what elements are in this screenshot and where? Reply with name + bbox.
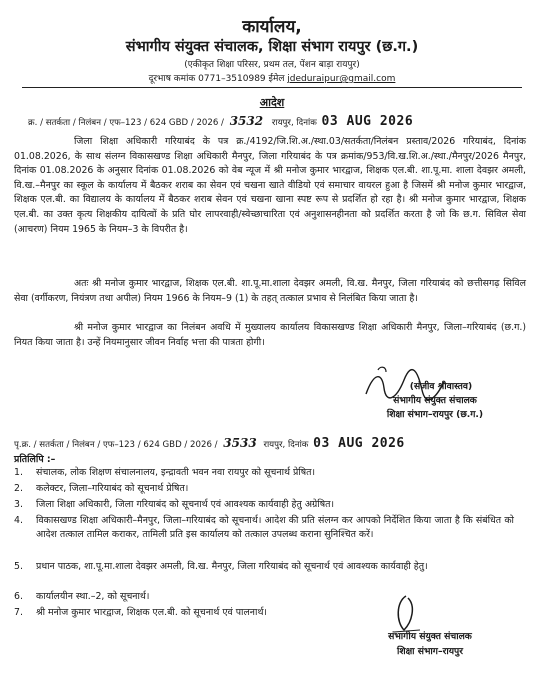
list-item: 7. श्री मनोज कुमार भारद्वाज, शिक्षक एल.बी. को सूचनार्थ एवं पालनार्थ। [14,607,267,618]
list-item: 5. प्रधान पाठक, शा.पू.मा.शाला देवझर अमली, वि.ख. मैनपुर, जिला गरियाबंद को सूचनार्थ एवं आवश्यक कार्यवाही हेतु। [14,561,428,572]
order-heading: आदेश [259,96,285,109]
endorsement-signatory-title: संभागीय संयुक्त संचालक [388,631,472,642]
order-paragraph-2: अतः श्री मनोज कुमार भारद्वाज, शिक्षक एल.बी. शा.पू.मा.शाला देवझर अमली, वि.ख. मैनपुर, जिला गरियाबंद को छत्तीसगढ़ सिविल सेवा (वर्गीकरण, नियंत्रण तथा अपील) नियम 1966 के नियम–9 (1) के तहत् तत्काल प्रभाव से निलंबित किया जाता है। [14,278,526,304]
list-item: 4. विकासखण्ड शिक्षा अधिकारी–मैनपुर, जिला–गरियाबंद को सूचनार्थ। आदेश की प्रति संलग्न कर आपको निर्देशित किया जाता है कि संबंधित को आदेश तत्काल तामिल कराकर, तामिली प्रति इस कार्यालय को तत्काल उपलब्ध कराना सुनिश्चित करें। [14,515,514,541]
list-item: 3. जिला शिक्षा अधिकारी, जिला गरियाबंद को सूचनार्थ एवं आवश्यक कार्यवाही हेतु अग्रेषित। [14,499,335,510]
order-paragraph-1: जिला शिक्षा अधिकारी गरियाबंद के पत्र क्र./4192/जि.शि.अ./स्था.03/सतर्कता/निलंबन प्रस्ताव/2026 गरियाबंद, दिनांक 01.08.2026, के साथ संलग्न विकासखण्ड शिक्षा अधिकारी मैनपुर, जिला गरियाबंद के पत्र क्रमांक/953/वि.ख.शि.अ./स्था./मैनपुर/2026 मैनपुर, दिनांक 01.08.2026 के अनुसार दिनांक 01.08.2026 को वेब न्यूज में श्री मनोज कुमार भारद्वाज, शिक्षक एल.बी. शा.पू.मा. शाला देवझर अमली, वि.ख.–मैनपुर का स्कूल के कार्यालय में बैठकर शराब का सेवन एवं चखना खाते वीडियो एवं समाचार वायरल हुआ है जिसमें श्री मनोज कुमार भारद्वाज, शिक्षक एल.बी. का विद्यालय के कार्यालय में बैठकर शराब सेवन एवं चखना खाना स्पष्ट रूप से प्रदर्शित हो रहा है। श्री मनोज कुमार भारद्वाज, शिक्षक एल.बी. का उक्त कृत्य शिक्षकीय दायित्वों के प्रति घोर लापरवाही/स्वेच्छाचारिता एवं अनुशासनहीनता को प्रदर्शित करता है जो कि छ.ग. सिविल सेवा (आचरण) नियम 1965 के नियम–3 के विपरीत है। [14,136,526,235]
order-signatory-title: संभागीय संयुक्त संचालक [393,395,477,406]
order-signatory-name: (संजीव श्रीवास्तव) [409,381,473,392]
list-item: 2. कलेक्टर, जिला–गरियाबंद को सूचनार्थ प्रेषित। [14,483,189,494]
order-place-date-label: रायपुर, दिनांक [271,118,317,128]
endorsement-signature-scribble [386,592,426,634]
office-title: कार्यालय, [242,17,302,37]
endorsement-reference-line [14,436,534,451]
office-contact [0,71,544,84]
office-address: (एकीकृत शिक्षा परिसर, प्रथम तल, पेंशन बाड़ा रायपुर) [184,60,360,70]
order-ref-number: 3532 [229,114,264,128]
order-ref-text: क्र. / सतर्कता / निलंबन / एफ–123 / 624 GBD / 2026 / [28,118,224,128]
endorsement-signatory-office: शिक्षा संभाग–रायपुर [396,646,464,657]
order-paragraph-3: श्री मनोज कुमार भारद्वाज का निलंबन अवधि में मुख्यालय कार्यालय विकासखण्ड शिक्षा अधिकारी मैनपुर, जिला–गरियाबंद (छ.ग.) नियत किया जाता है। उन्हें नियमानुसार जीवन निर्वाह भत्ता की पात्रता होगी। [14,322,526,348]
order-date-stamp: 03 AUG 2026 [321,114,414,129]
copy-to-label: प्रतिलिपि :– [14,454,56,465]
email-text: jdeduraipur@gmail.com [287,74,396,84]
list-item: 1. संचालक, लोक शिक्षण संचालनालय, इन्द्रावती भवन नवा रायपुर को सूचनार्थ प्रेषित। [14,467,316,478]
order-signatory-office: शिक्षा संभाग–रायपुर (छ.ग.) [386,409,484,420]
phone-text: दूरभाष कमांक 0771–3510989 ईमेल [148,74,288,84]
endorsement-ref-text: पृ.क्र. / सतर्कता / निलंबन / एफ–123 / 624 GBD / 2026 / [14,440,218,450]
endorsement-date-stamp: 03 AUG 2026 [313,436,405,451]
header-divider [22,87,522,88]
endorsement-ref-number: 3533 [223,436,257,450]
order-reference-line [28,114,528,129]
list-item: 6. कार्यालयीन स्था.–2, को सूचनार्थ। [14,591,150,602]
office-subtitle: संभागीय संयुक्त संचालक, शिक्षा संभाग रायपुर (छ.ग.) [125,39,419,55]
endorsement-place-date-label: रायपुर, दिनांक [263,440,309,450]
